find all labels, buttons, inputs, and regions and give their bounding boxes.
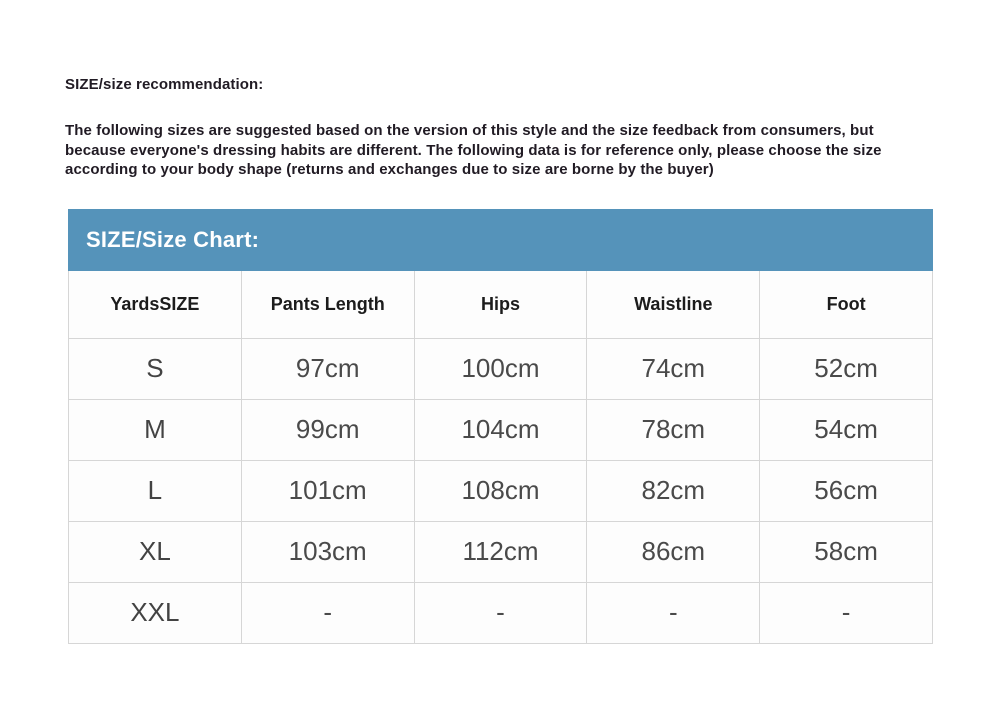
value-cell: - (587, 582, 760, 643)
value-cell: 86cm (587, 521, 760, 582)
value-cell: 82cm (587, 460, 760, 521)
table-row-xl (69, 521, 933, 582)
size-cell: L (69, 460, 242, 521)
header-row (69, 271, 933, 339)
value-cell: 103cm (241, 521, 414, 582)
header-cell-pants-length: Pants Length (241, 271, 414, 339)
value-cell: 52cm (760, 338, 933, 399)
header-cell-hips: Hips (414, 271, 587, 339)
value-cell: - (760, 582, 933, 643)
value-cell: 54cm (760, 399, 933, 460)
value-cell: 100cm (414, 338, 587, 399)
header-cell-yards-size: YardsSIZE (69, 271, 242, 339)
table-row-l (69, 460, 933, 521)
table-row-m (69, 399, 933, 460)
intro-paragraph: The following sizes are suggested based on the version of this style and the size feedback from consumers, but because everyone's dressing habits are different. The following data is for reference only, please choose the size according to your body shape (returns and exchanges due to size are borne by the buyer) (65, 122, 882, 178)
value-cell: 108cm (414, 460, 587, 521)
value-cell: 56cm (760, 460, 933, 521)
table-row-xxl (69, 582, 933, 643)
value-cell: 101cm (241, 460, 414, 521)
size-cell: S (69, 338, 242, 399)
page-heading: SIZE/size recommendation: (65, 76, 264, 93)
value-cell: 99cm (241, 399, 414, 460)
size-chart-banner (68, 209, 933, 271)
value-cell: 104cm (414, 399, 587, 460)
value-cell: 97cm (241, 338, 414, 399)
size-cell: M (69, 399, 242, 460)
header-cell-foot: Foot (760, 271, 933, 339)
value-cell: 58cm (760, 521, 933, 582)
size-cell: XXL (69, 582, 242, 643)
size-chart-banner-label: SIZE/Size Chart: (86, 226, 260, 252)
header-cell-waistline: Waistline (587, 271, 760, 339)
value-cell: - (241, 582, 414, 643)
size-chart-section (68, 209, 933, 644)
size-chart-table (68, 271, 933, 644)
value-cell: 78cm (587, 399, 760, 460)
value-cell: - (414, 582, 587, 643)
value-cell: 74cm (587, 338, 760, 399)
size-cell: XL (69, 521, 242, 582)
value-cell: 112cm (414, 521, 587, 582)
table-row-s (69, 338, 933, 399)
